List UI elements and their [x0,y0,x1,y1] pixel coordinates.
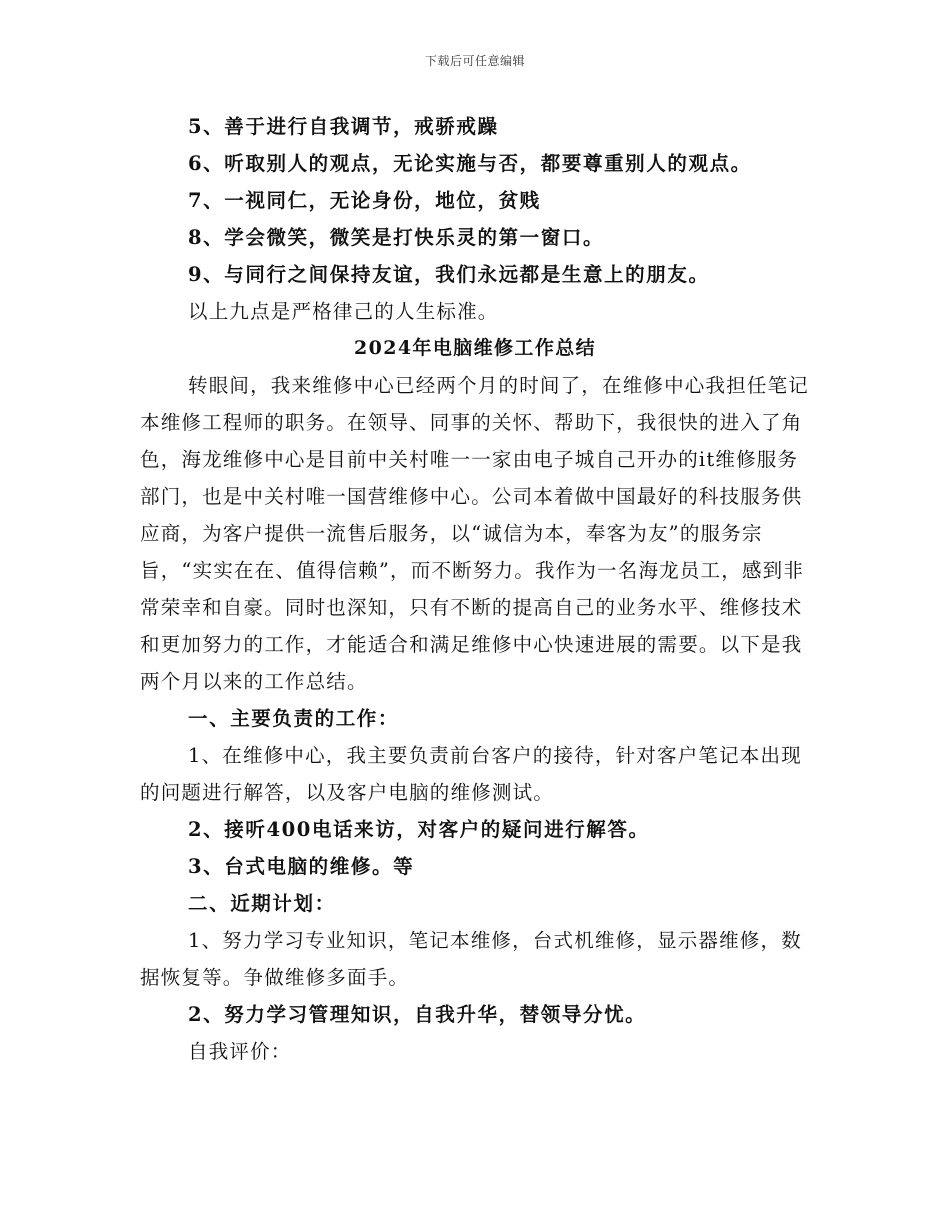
plan-item-1: 1、努力学习专业知识，笔记本维修，台式机维修，显示器维修，数据恢复等。争做维修多面手。 [140,929,802,989]
duty-item-2: 2、接听400电话来访，对客户的疑问进行解答。 [188,818,650,841]
plan-item-2: 2、努力学习管理知识，自我升华，替领导分忧。 [188,1003,647,1026]
list-item-8: 8、学会微笑，微笑是打快乐灵的第一窗口。 [188,226,605,249]
section-heading-duties: 一、主要负责的工作： [188,707,400,730]
list-item-6: 6、听取别人的观点，无论实施与否，都要尊重别人的观点。 [188,152,752,175]
section-heading-plans: 二、近期计划： [188,892,336,915]
page-header: 下载后可任意编辑 [424,54,525,68]
duty-item-3: 3、台式电脑的维修。等 [188,855,415,878]
intro-paragraph: 转眼间，我来维修中心已经两个月的时间了，在维修中心我担任笔记本维修工程师的职务。在领导、同事的关怀、帮助下，我很快的进入了角色，海龙维修中心是目前中关村唯一一家由电子城自己开办的it维修服务部门，也是中关村唯一国营维修中心。公司本着做中国最好的科技服务供应商，为客户提供一流售后服务，以“诚信为本，奉客为友”的服务宗旨，“实实在在、值得信赖”，而不断努力。我作为一名海龙员工，感到非常荣幸和自豪。同时也深知，只有不断的提高自己的业务水平、维修技术和更加努力的工作，才能适合和满足维修中心快速进展的需要。以下是我两个月以来的工作总结。 [140,374,810,693]
document-body [140,108,810,1070]
list-item-7: 7、一视同仁，无论身份，地位，贫贱 [188,189,541,212]
duty-item-1: 1、在维修中心，我主要负责前台客户的接待，针对客户笔记本出现的问题进行解答，以及客户电脑的维修测试。 [140,744,802,804]
list-item-5: 5、善于进行自我调节，戒骄戒躁 [188,115,499,138]
summary-line: 以上九点是严格律己的人生标准。 [188,300,499,323]
document-title: 2024年电脑维修工作总结 [353,337,597,359]
self-evaluation-heading: 自我评价： [188,1040,292,1063]
list-item-9: 9、与同行之间保持友谊，我们永远都是生意上的朋友。 [188,263,710,286]
